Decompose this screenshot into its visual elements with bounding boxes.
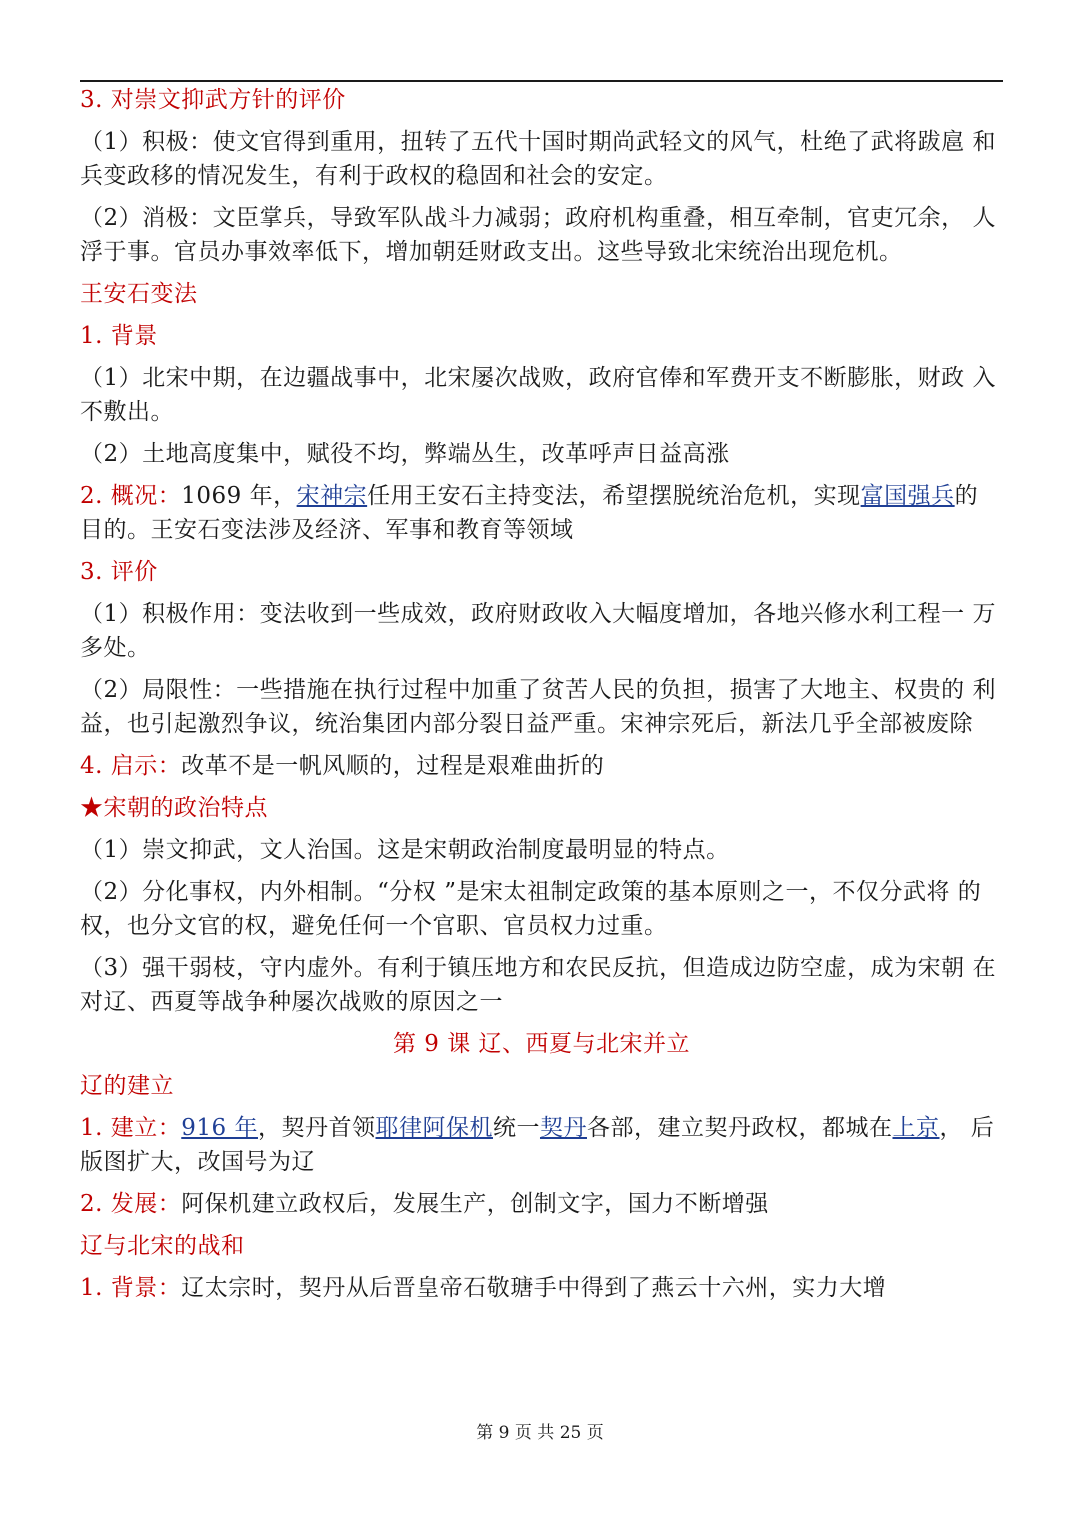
paragraph: （2）消极：文臣掌兵，导致军队战斗力减弱；政府机构重叠，相互牵制，官吏冗余， 人浮于事。官员办事效率低下，增加朝廷财政支出。这些导致北宋统治出现危机。 — [80, 205, 996, 265]
term-link[interactable]: 契丹 — [539, 1115, 587, 1141]
text-run: ， 后版图扩大，改国号为辽 — [80, 1115, 995, 1175]
page-footer: 第 9 页 共 25 页 — [476, 1423, 604, 1443]
rich-paragraph — [80, 1271, 930, 1305]
item-label: 2. 发展： — [80, 1191, 182, 1217]
item-label: 1. 背景： — [80, 1275, 182, 1301]
text-run: 的 目的。王安石变法涉及经济、军事和教育等领域 — [80, 483, 979, 543]
paragraph: （1）北宋中期，在边疆战事中，北宋屡次战败，政府官俸和军费开支不断膨胀，财政 入不敷出。 — [80, 365, 996, 425]
rich-paragraph — [80, 1111, 1003, 1179]
item-label: 2. 概况： — [80, 483, 182, 509]
lesson-title: 第 9 课 辽、西夏与北宋并立 — [392, 1031, 691, 1057]
section-heading: ★宋朝的政治特点 — [80, 795, 268, 821]
section-heading: 3. 对崇文抑武方针的评价 — [80, 87, 346, 113]
text-run: 1069 年， — [181, 483, 297, 509]
section-heading: 辽与北宋的战和 — [80, 1233, 245, 1259]
term-link[interactable]: 916 年 — [181, 1115, 258, 1141]
paragraph: （3）强干弱枝，守内虚外。有利于镇压地方和农民反抗，但造成边防空虚，成为宋朝 在对辽、西夏等战争种屡次战败的原因之一 — [80, 955, 996, 1015]
document-body — [80, 83, 1003, 1305]
rich-paragraph — [80, 479, 1003, 547]
term-link[interactable]: 富国强兵 — [860, 483, 955, 509]
paragraph: （2）局限性：一些措施在执行过程中加重了贫苦人民的负担，损害了大地主、权贵的 利益，也引起激烈争议，统治集团内部分裂日益严重。宋神宗死后，新法几乎全部被废除 — [80, 677, 996, 737]
text-run: 各部，建立契丹政权，都城在 — [586, 1115, 893, 1141]
text-run: 辽太宗时，契丹从后晋皇帝石敬瑭手中得到了燕云十六州，实力大增 — [181, 1275, 887, 1301]
term-link[interactable]: 宋神宗 — [296, 483, 368, 509]
text-run: ，契丹首领 — [257, 1115, 376, 1141]
text-run: 阿保机建立政权后，发展生产，创制文字，国力不断增强 — [181, 1191, 769, 1217]
paragraph: （1）积极：使文官得到重用，扭转了五代十国时期尚武轻文的风气，杜绝了武将跋扈 和兵变政移的情况发生，有利于政权的稳固和社会的安定。 — [80, 129, 996, 189]
item-label: 1. 建立： — [80, 1115, 182, 1141]
item-label: 4. 启示： — [80, 753, 182, 779]
term-link[interactable]: 耶律阿保机 — [375, 1115, 493, 1141]
section-heading: 3. 评价 — [80, 559, 158, 585]
text-run: 改革不是一帆风顺的，过程是艰难曲折的 — [181, 753, 605, 779]
paragraph: （2）土地高度集中，赋役不均，弊端丛生，改革呼声日益高涨 — [80, 441, 730, 467]
paragraph: （2）分化事权，内外相制。“分权 ”是宋太祖制定政策的基本原则之一，不仅分武将 的权，也分文官的权，避免任何一个官职、官员权力过重。 — [80, 879, 982, 939]
rich-paragraph — [80, 749, 1003, 783]
top-rule — [80, 80, 1003, 82]
term-link[interactable]: 上京 — [892, 1115, 940, 1141]
paragraph: （1）崇文抑武，文人治国。这是宋朝政治制度最明显的特点。 — [80, 837, 730, 863]
section-heading: 王安石变法 — [80, 281, 198, 307]
text-run: 任用王安石主持变法，希望摆脱统治危机，实现 — [367, 483, 861, 509]
rich-paragraph — [80, 1187, 1003, 1221]
section-heading: 辽的建立 — [80, 1073, 174, 1099]
paragraph: （1）积极作用：变法收到一些成效，政府财政收入大幅度增加，各地兴修水利工程一 万多处。 — [80, 601, 996, 661]
section-heading: 1. 背景 — [80, 323, 158, 349]
text-run: 统一 — [492, 1115, 540, 1141]
